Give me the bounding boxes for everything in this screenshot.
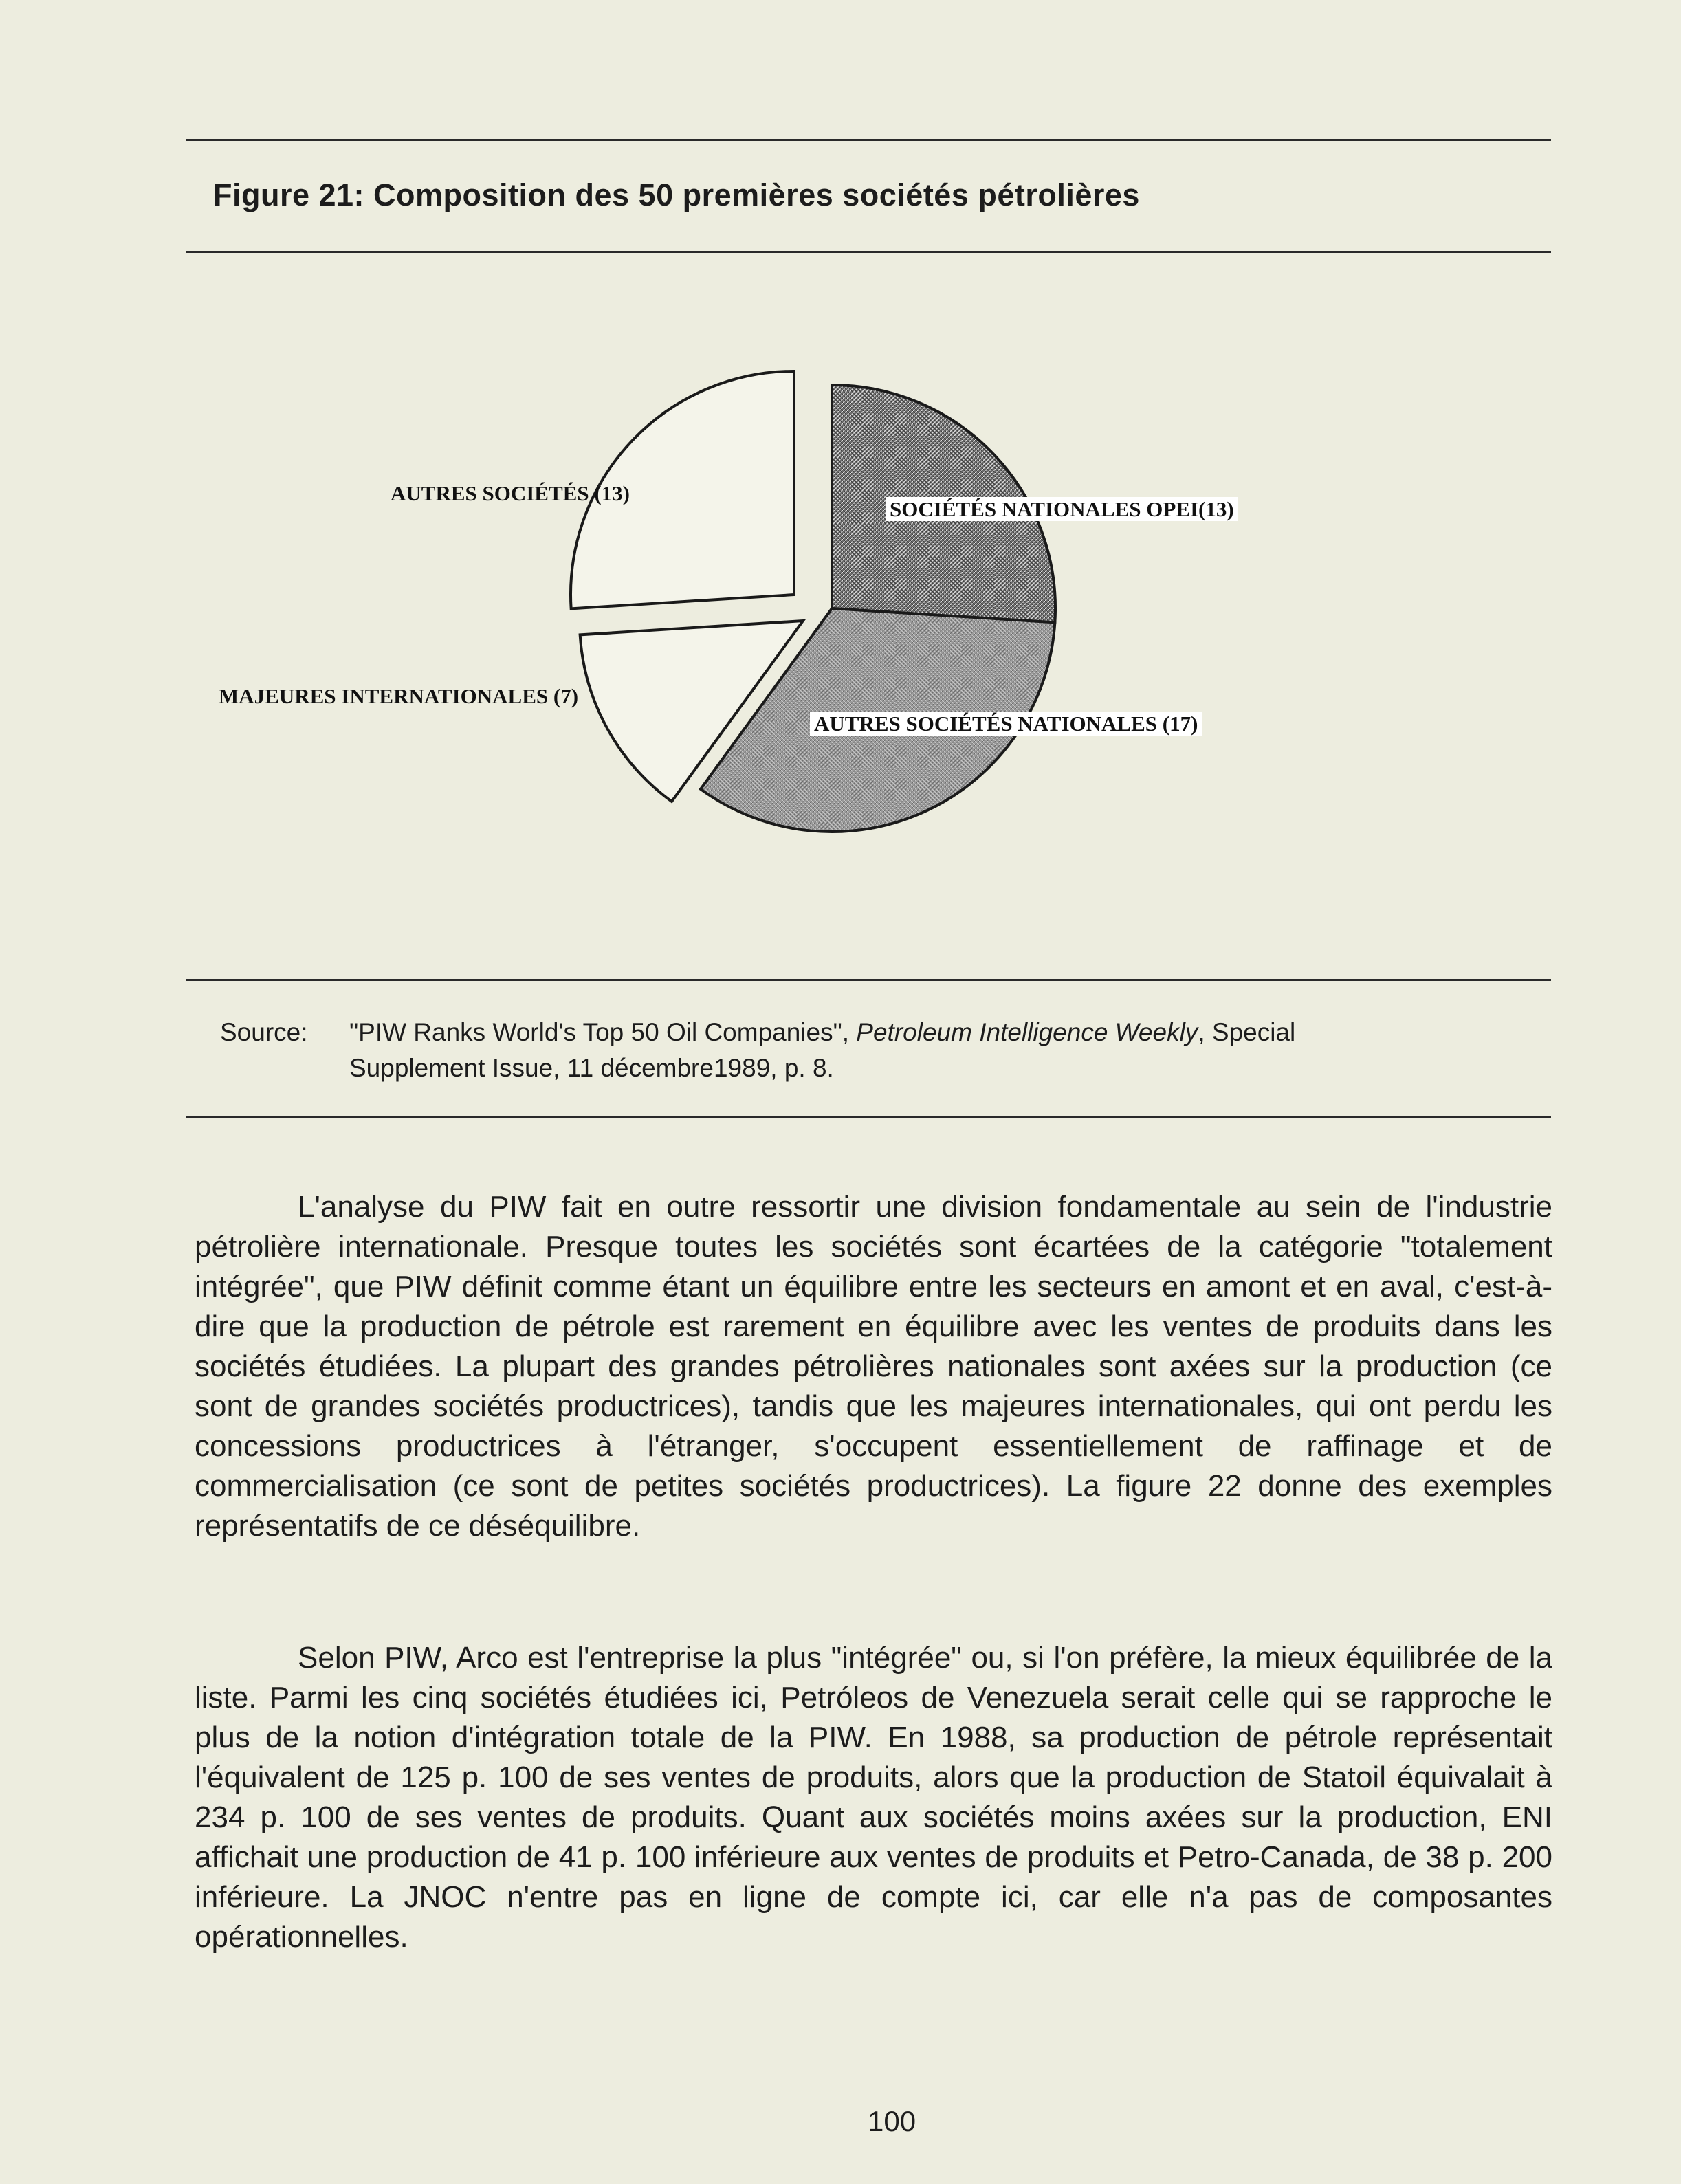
figure-source xyxy=(220,1015,1526,1086)
slice-label-autres-nationales: AUTRES SOCIÉTÉS NATIONALES (17) xyxy=(810,712,1202,736)
pie-chart-svg xyxy=(199,357,1368,852)
source-journal: Petroleum Intelligence Weekly xyxy=(856,1018,1198,1046)
page-number: 100 xyxy=(868,2105,916,2137)
paragraph-1-text: L'analyse du PIW fait en outre ressortir une division fondamentale au sein de l'industrie pétrolière internationale. Presque toutes les sociétés sont écartées de la catégorie "totalement intégrée", que PIW définit comme étant un équilibre entre les secteurs en amont et en aval, c'est-à-dire que la production de pétrole est rarement en équilibre avec les ventes de produits dans les sociétés étudiées. La plupart des grandes pétrolières nationales sont axées sur la production (ce sont de grandes sociétés productrices), tandis que les majeures internationales, qui ont perdu les concessions productrices à l'étranger, s'occupent essentiellement de raffinage et de commercialisation (ce sont de petites sociétés productrices). La figure 22 donne des exemples représentatifs de ce déséquilibre. xyxy=(195,1190,1552,1543)
body-paragraph-2 xyxy=(195,1638,1552,1957)
paragraph-2-text: Selon PIW, Arco est l'entreprise la plus "intégrée" ou, si l'on préfère, la mieux équilibrée de la liste. Parmi les cinq sociétés étudiées ici, Petróleos de Venezuela serait celle qui se rapproche le plus de la notion d'intégration totale de la PIW. En 1988, sa production de pétrole représentait l'équivalent de 125 p. 100 de ses ventes de produits, alors que la production de Statoil équivalait à 234 p. 100 de ses ventes de produits. Quant aux sociétés moins axées sur la production, ENI affichait une production de 41 p. 100 inférieure aux ventes de produits et Petro-Canada, de 38 p. 200 inférieure. La JNOC n'entre pas en ligne de compte ici, car elle n'a pas de composantes opérationnelles. xyxy=(195,1641,1552,1954)
figure-title: Figure 21: Composition des 50 premières sociétés pétrolières xyxy=(213,177,1140,212)
slice-label-autres-societes: AUTRES SOCIÉTÉS (13) xyxy=(391,481,630,505)
title-rule xyxy=(186,251,1551,253)
chart-bottom-rule xyxy=(186,979,1551,981)
top-rule xyxy=(186,139,1551,141)
source-label: Source: xyxy=(220,1018,308,1046)
body-paragraph-1 xyxy=(195,1187,1552,1546)
pie-chart xyxy=(199,357,1368,852)
source-line-2: Supplement Issue, 11 décembre1989, p. 8. xyxy=(349,1054,834,1082)
slice-label-majeures-internationales: MAJEURES INTERNATIONALES (7) xyxy=(219,684,579,708)
source-text-end: , Special xyxy=(1198,1018,1296,1046)
source-bottom-rule xyxy=(186,1116,1551,1118)
source-text-start: "PIW Ranks World's Top 50 Oil Companies", xyxy=(349,1018,857,1046)
slice-label-nationales-opep: SOCIÉTÉS NATIONALES OPEI(13) xyxy=(886,497,1238,521)
